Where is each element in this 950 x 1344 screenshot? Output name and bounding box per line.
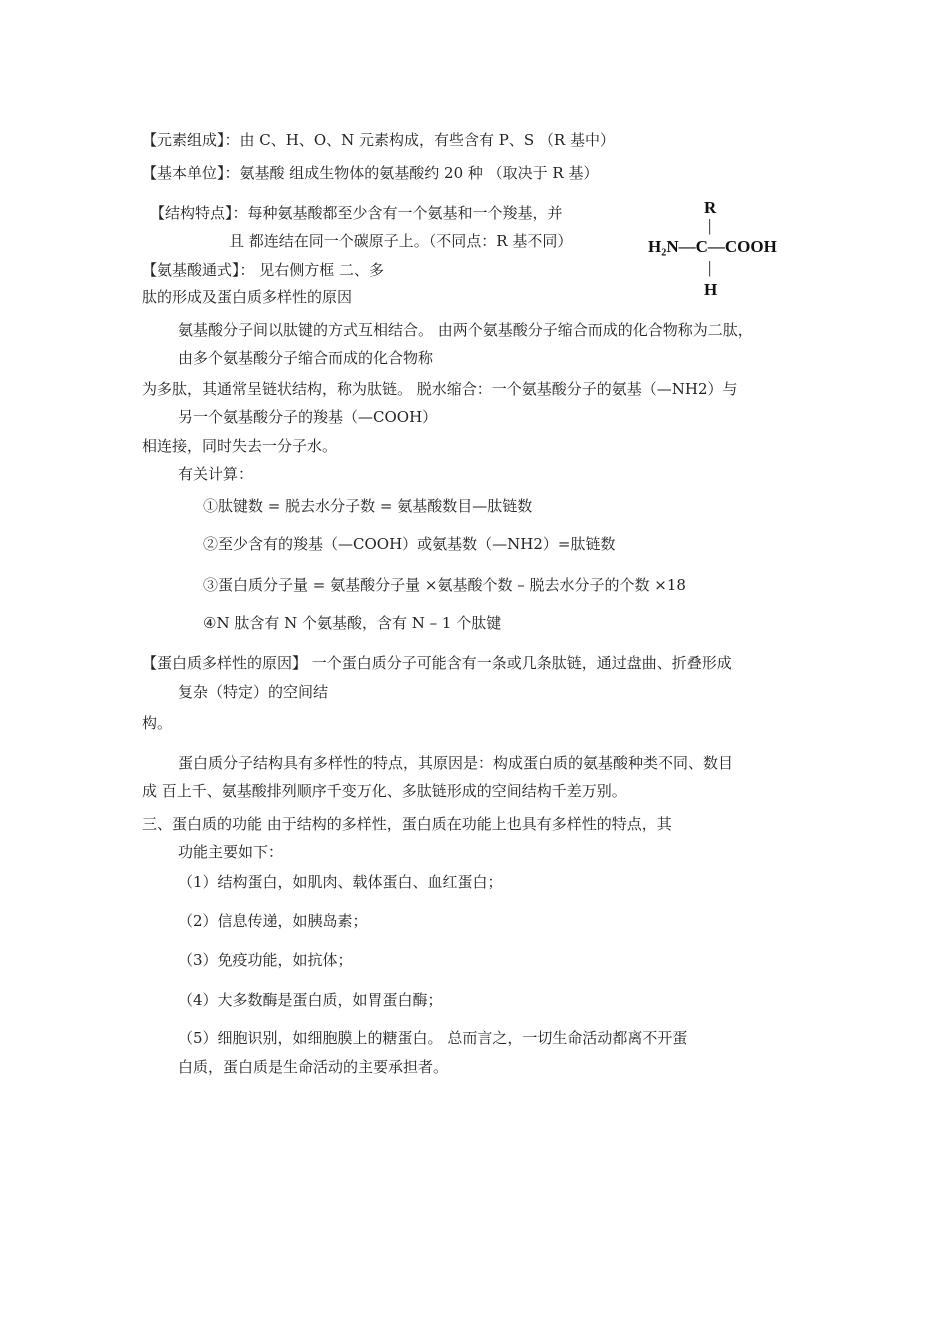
text-line: ①肽键数 = 脱去水分子数 = 氨基酸数目—肽链数 — [203, 497, 533, 515]
text-line: 白质，蛋白质是生命活动的主要承担者。 — [178, 1058, 449, 1076]
text-line: 肽的形成及蛋白质多样性的原因 — [142, 288, 353, 306]
text-line: 氨基酸分子间以肽键的方式互相结合。 由两个氨基酸分子缩合而成的化合物称为二肽， — [178, 321, 753, 339]
text-line: 复杂（特定）的空间结 — [178, 683, 329, 701]
amino-acid-general-formula — [642, 196, 802, 306]
text-line: 三、蛋白质的功能 由于结构的多样性，蛋白质在功能上也具有多样性的特点，其 — [142, 815, 672, 833]
text-line: 成 百上千、氨基酸排列顺序千变万化、多肽链形成的空间结构千差万别。 — [142, 782, 627, 800]
text-line: （4）大多数酶是蛋白质，如胃蛋白酶； — [178, 991, 443, 1009]
text-line: 功能主要如下： — [178, 843, 284, 861]
formula-bond-top: | — [708, 216, 712, 235]
text-line: 【结构特点】：每种氨基酸都至少含有一个氨基和一个羧基，并 — [150, 204, 563, 222]
text-line: 由多个氨基酸分子缩合而成的化合物称 — [178, 349, 434, 367]
text-line: 【氨基酸通式】： 见右侧方框 二、多 — [142, 261, 385, 279]
text-line: 蛋白质分子结构具有多样性的特点，其原因是：构成蛋白质的氨基酸种类不同、数目 — [178, 754, 734, 772]
formula-bond-bottom: | — [708, 258, 712, 277]
text-line: （1）结构蛋白，如肌肉、载体蛋白、血红蛋白； — [178, 873, 503, 891]
formula-r-group: R — [704, 198, 717, 217]
text-line: （5）细胞识别，如细胞膜上的糖蛋白。 总而言之，一切生命活动都离不开蛋 — [178, 1029, 688, 1047]
text-line: 另一个氨基酸分子的羧基（—COOH） — [178, 408, 438, 426]
text-line: 构。 — [142, 714, 173, 732]
formula-backbone: H₂N—C—COOH — [648, 237, 777, 256]
text-line: 【蛋白质多样性的原因】 一个蛋白质分子可能含有一条或几条肽链，通过盘曲、折叠形成 — [142, 654, 732, 672]
formula-hydrogen: H — [704, 280, 718, 299]
text-line: ④N 肽含有 N 个氨基酸，含有 N – 1 个肽键 — [203, 614, 502, 632]
text-line: 且 都连结在同一个碳原子上。（不同点：R 基不同） — [229, 232, 573, 250]
text-line: （2）信息传递，如胰岛素； — [178, 912, 368, 930]
text-line: 【元素组成】：由 C、H、O、N 元素构成，有些含有 P、S （R 基中） — [142, 131, 615, 149]
text-line: 【基本单位】：氨基酸 组成生物体的氨基酸约 20 种 （取决于 R 基） — [142, 164, 599, 182]
text-line: 有关计算： — [178, 465, 254, 483]
text-line: 为多肽，其通常呈链状结构，称为肽链。 脱水缩合：一个氨基酸分子的氨基（—NH2）与 — [142, 380, 738, 398]
text-line: 相连接，同时失去一分子水。 — [142, 437, 338, 455]
text-line: ②至少含有的羧基（—COOH）或氨基数（—NH2）=肽链数 — [203, 535, 616, 553]
text-line: ③蛋白质分子量 = 氨基酸分子量 ×氨基酸个数 – 脱去水分子的个数 ×18 — [203, 576, 686, 594]
text-line: （3）免疫功能，如抗体； — [178, 951, 353, 969]
